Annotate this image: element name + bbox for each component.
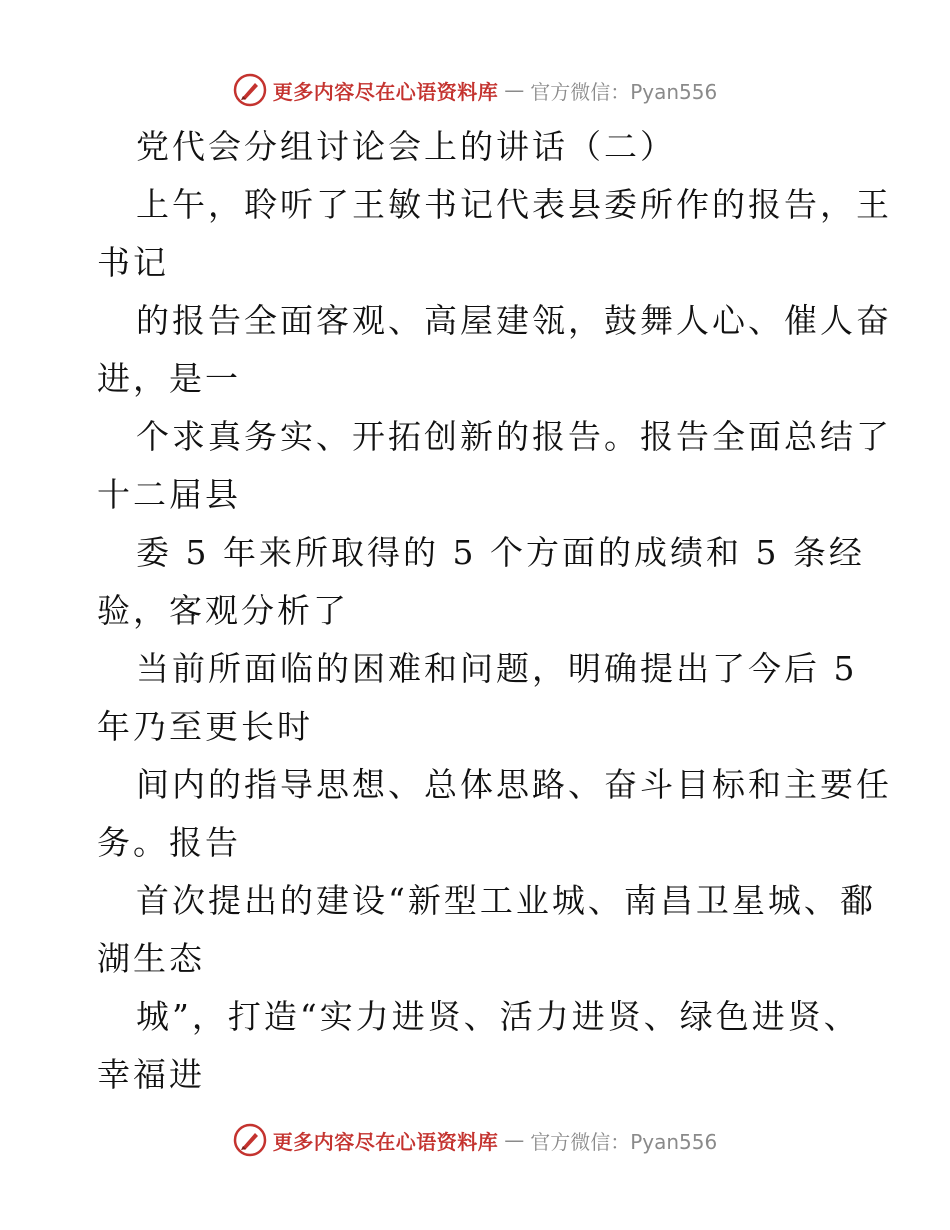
paragraph-line: 的报告全面客观、高屋建瓴，鼓舞人心、催人奋 (136, 301, 892, 340)
footer-watermark (0, 1120, 950, 1160)
paragraph-line: 个求真务实、开拓创新的报告。报告全面总结了 (136, 417, 892, 456)
paragraph-line: 务。报告 (97, 823, 241, 862)
pen-logo-icon (233, 73, 267, 107)
paragraph-line: 进，是一 (97, 359, 241, 398)
footer-contact-text: 官方微信：Pyan556 (530, 1129, 718, 1154)
header-watermark (0, 70, 950, 110)
paragraph-line: 湖生态 (97, 939, 205, 978)
paragraph-line: 十二届县 (97, 475, 241, 514)
header-contact-text: 官方微信：Pyan556 (530, 79, 718, 104)
paragraph-line: 当前所面临的困难和问题，明确提出了今后 5 (136, 649, 858, 688)
header-separator: — (504, 78, 525, 102)
paragraph-line: 委 5 年来所取得的 5 个方面的成绩和 5 条经 (136, 533, 865, 572)
paragraph-line: 城”，打造“实力进贤、活力进贤、绿色进贤、 (136, 997, 860, 1036)
pen-logo-icon (233, 1123, 267, 1157)
paragraph-line: 首次提出的建设“新型工业城、南昌卫星城、鄱 (136, 881, 876, 920)
paragraph-line: 年乃至更长时 (97, 707, 313, 746)
footer-separator: — (504, 1128, 525, 1152)
paragraph-line: 验，客观分析了 (97, 591, 349, 630)
document-title: 党代会分组讨论会上的讲话（二） (136, 127, 676, 166)
paragraph-line: 上午，聆听了王敏书记代表县委所作的报告，王 (136, 185, 892, 224)
footer-brand-text: 更多内容尽在心语资料库 (272, 1129, 499, 1154)
paragraph-line: 幸福进 (97, 1055, 205, 1094)
paragraph-line: 书记 (97, 243, 169, 282)
header-brand-text: 更多内容尽在心语资料库 (272, 79, 499, 104)
paragraph-line: 间内的指导思想、总体思路、奋斗目标和主要任 (136, 765, 892, 804)
